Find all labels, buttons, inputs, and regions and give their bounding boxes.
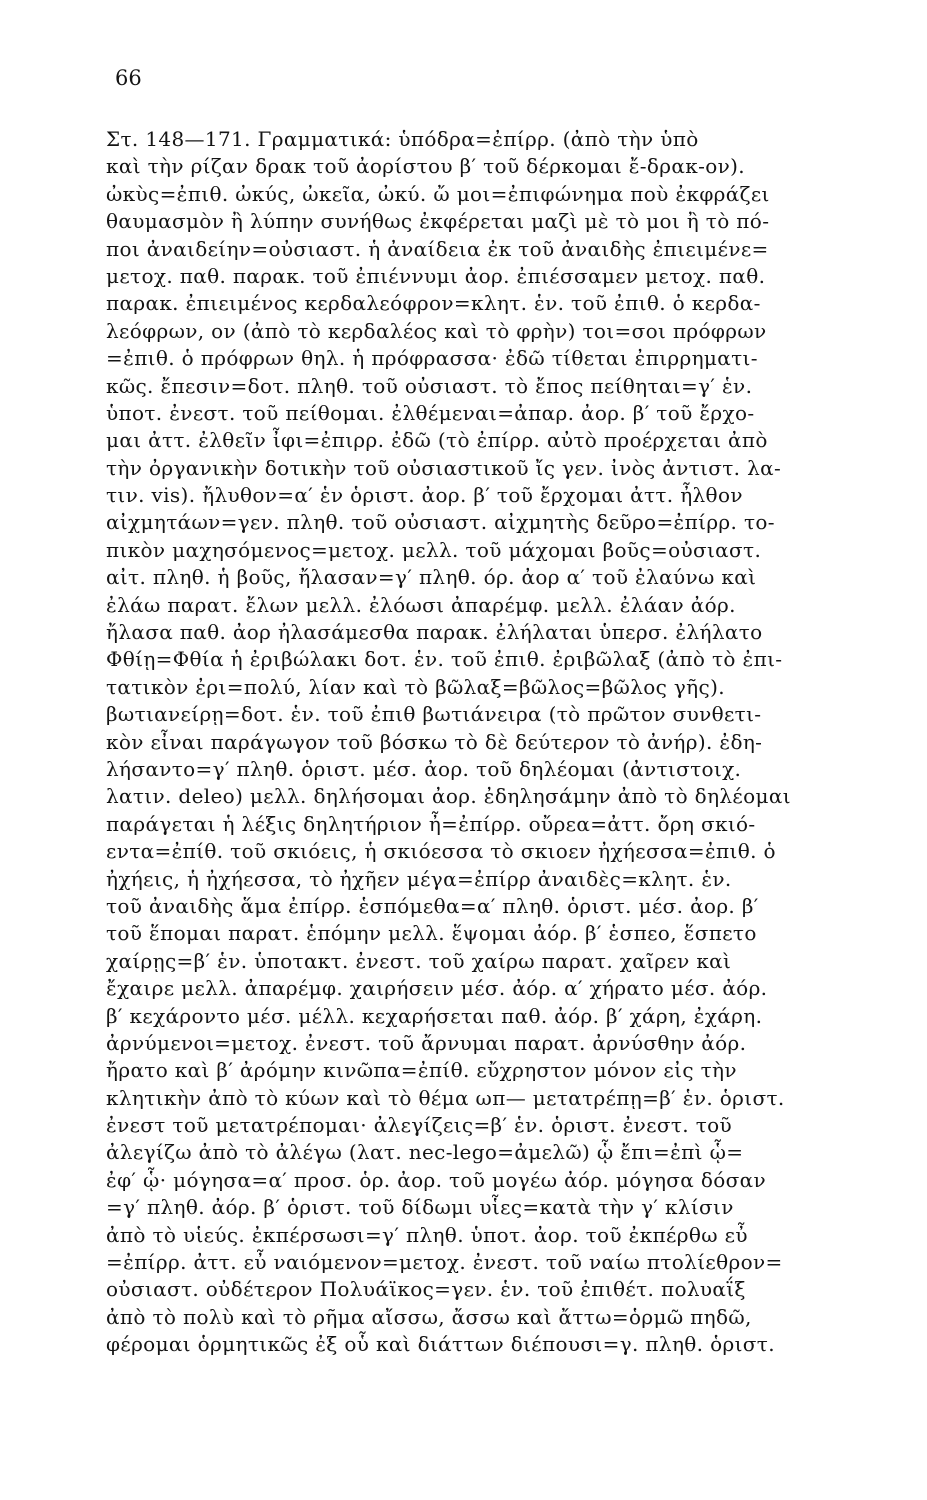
text-line: τιν. vis). ἤλυθον=α′ ἑν ὁριστ. ἀορ. β′ τοῦ ἔρχομαι ἀττ. ἦλθον bbox=[106, 483, 743, 508]
text-line: τατικὸν ἐρι=πολύ, λίαν καὶ τὸ βῶλαξ=βῶλος=βῶλος γῆς). bbox=[106, 674, 725, 699]
text-line: κὸν εἶναι παράγωγον τοῦ βόσκω τὸ δὲ δεύτερον τὸ ἀνήρ). ἐδη- bbox=[106, 729, 763, 754]
text-line: =γ′ πληθ. ἀόρ. β′ ὁριστ. τοῦ δίδωμι υἷες=κατὰ τὴν γ′ κλίσιν bbox=[106, 1195, 734, 1220]
text-line: ἠχήεις, ἡ ἠχήεσσα, τὸ ἠχῆεν μέγα=ἐπίρρ ἀναιδὲς=κλητ. ἑν. bbox=[106, 866, 732, 891]
text-line: ἐφ′ ᾧ· μόγησα=α′ προσ. ὁρ. ἀορ. τοῦ μογέω ἀόρ. μόγησα δόσαν bbox=[106, 1167, 766, 1192]
text-line: εντα=ἐπίθ. τοῦ σκιόεις, ἡ σκιόεσσα τὸ σκιοεν ἠχήεσσα=ἐπιθ. ὁ bbox=[106, 839, 776, 864]
text-line: τοῦ ἀναιδὴς ἅμα ἐπίρρ. ἑσπόμεθα=α′ πληθ. ὁριστ. μέσ. ἀορ. β′ bbox=[106, 893, 759, 918]
text-line: ἐνεστ τοῦ μετατρέπομαι· ἀλεγίζεις=β′ ἑν. ὁριστ. ἐνεστ. τοῦ bbox=[106, 1113, 733, 1138]
text-line: =ἐπιθ. ὁ πρόφρων θηλ. ἡ πρόφρασσα· ἐδῶ τίθεται ἐπιρρηματι- bbox=[106, 346, 758, 371]
text-line: μετοχ. παθ. παρακ. τοῦ ἐπιέννυμι ἀορ. ἐπιέσσαμεν μετοχ. παθ. bbox=[106, 263, 766, 288]
text-line: Στ. 148—171. Γραμματικά: ὑπόδρα=ἐπίρρ. (ἀπὸ τὴν ὑπὸ bbox=[106, 127, 699, 151]
text-line: θαυμασμὸν ἢ λύπην συνήθως ἐκφέρεται μαζὶ μὲ τὸ μοι ἢ τὸ πό- bbox=[106, 209, 770, 234]
text-line: ἤρατο καὶ β′ ἀρόμην κινῶπα=ἐπίθ. εὔχρηστον μόνον εἰς τὴν bbox=[106, 1058, 737, 1083]
text-line: κλητικὴν ἀπὸ τὸ κύων καὶ τὸ θέμα ωπ— μετατρέπῃ=β′ ἑν. ὁριστ. bbox=[106, 1085, 785, 1110]
commentary-text bbox=[106, 126, 906, 1359]
text-line: οὐσιαστ. οὐδέτερον Πολυάϊκος=γεν. ἑν. τοῦ ἐπιθέτ. πολυαΐξ bbox=[106, 1277, 746, 1302]
text-line: λήσαντο=γ′ πληθ. ὁριστ. μέσ. ἀορ. τοῦ δηλέομαι (ἀντιστοιχ. bbox=[106, 756, 742, 781]
text-line: ἀπὸ τὸ πολὺ καὶ τὸ ρῆμα αἴσσω, ἄσσω καὶ ἄττω=ὁρμῶ πηδῶ, bbox=[106, 1304, 752, 1329]
text-line: =ἐπίρρ. ἀττ. εὖ ναιόμενον=μετοχ. ἐνεστ. τοῦ ναίω πτολίεθρον= bbox=[106, 1250, 783, 1275]
text-line: αἰχμητάων=γεν. πληθ. τοῦ οὐσιαστ. αἰχμητὴς δεῦρο=ἐπίρρ. το- bbox=[106, 510, 775, 535]
text-line: μαι ἀττ. ἐλθεῖν ἶφι=ἐπιρρ. ἐδῶ (τὸ ἐπίρρ. αὐτὸ προέρχεται ἀπὸ bbox=[106, 428, 768, 453]
text-line: ἀρνύμενοι=μετοχ. ἐνεστ. τοῦ ἄρνυμαι παρατ. ἀρνύσθην ἀόρ. bbox=[106, 1030, 747, 1055]
page-number: 66 bbox=[115, 66, 142, 90]
text-line: ἐλάω παρατ. ἔλων μελλ. ἐλόωσι ἀπαρέμφ. μελλ. ἐλάαν ἀόρ. bbox=[106, 592, 736, 617]
text-line: παρακ. ἐπιειμένος κερδαλεόφρον=κλητ. ἑν. τοῦ ἐπιθ. ὁ κερδα- bbox=[106, 291, 761, 316]
text-line: χαίρῃς=β′ ἑν. ὑποτακτ. ἐνεστ. τοῦ χαίρω παρατ. χαῖρεν καὶ bbox=[106, 948, 732, 973]
text-line: καὶ τὴν ρίζαν δρακ τοῦ ἀορίστου β′ τοῦ δέρκομαι ἔ-δρακ-ον). bbox=[106, 154, 745, 179]
text-line: ποι ἀναιδείην=οὐσιαστ. ἡ ἀναίδεια ἐκ τοῦ ἀναιδὴς ἐπιειμένε= bbox=[106, 236, 769, 261]
text-line: β′ κεχάροντο μέσ. μέλλ. κεχαρήσεται παθ. ἀόρ. β′ χάρη, ἐχάρη. bbox=[106, 1003, 763, 1028]
text-line: τὴν ὀργανικὴν δοτικὴν τοῦ οὐσιαστικοῦ ἴς γεν. ἰνὸς ἀντιστ. λα- bbox=[106, 455, 782, 480]
text-line: αἰτ. πληθ. ἡ βοῦς, ἤλασαν=γ′ πληθ. όρ. ἀορ α′ τοῦ ἐλαύνω καὶ bbox=[106, 565, 757, 590]
text-line: παράγεται ἡ λέξις δηλητήριον ἦ=ἐπίρρ. οὔρεα=ἀττ. ὄρη σκιό- bbox=[106, 811, 756, 836]
text-line: ὠκὺς=ἐπιθ. ὠκύς, ὠκεῖα, ὠκύ. ὤ μοι=ἐπιφώνημα ποὺ ἐκφράζει bbox=[106, 181, 770, 206]
text-line: πικὸν μαχησόμενος=μετοχ. μελλ. τοῦ μάχομαι βοῦς=οὐσιαστ. bbox=[106, 537, 762, 562]
text-line: φέρομαι ὁρμητικῶς ἐξ οὗ καὶ διάττων διέπουσι=γ. πληθ. ὁριστ. bbox=[106, 1332, 775, 1357]
text-line: βωτιανείρῃ=δοτ. ἑν. τοῦ ἐπιθ βωτιάνειρα (τὸ πρῶτον συνθετι- bbox=[106, 702, 762, 727]
text-line: ἤλασα παθ. ἀορ ἠλασάμεσθα παρακ. ἐλήλαται ὑπερσ. ἐλήλατο bbox=[106, 620, 763, 645]
text-line: τοῦ ἕπομαι παρατ. ἑπόμην μελλ. ἕψομαι ἀόρ. β′ ἑσπεο, ἕσπετο bbox=[106, 921, 757, 946]
text-line: ἀπὸ τὸ υἱεύς. ἐκπέρσωσι=γ′ πληθ. ὑποτ. ἀορ. τοῦ ἐκπέρθω εὖ bbox=[106, 1222, 748, 1247]
text-line: λατιν. deleo) μελλ. δηλήσομαι ἀορ. ἐδηλησάμην ἀπὸ τὸ δηλέομαι bbox=[106, 784, 791, 809]
text-line: ἀλεγίζω ἀπὸ τὸ ἀλέγω (λατ. nec-lego=ἀμελῶ) ᾧ ἔπι=ἐπὶ ᾧ= bbox=[106, 1140, 744, 1165]
text-line: κῶς. ἔπεσιν=δοτ. πληθ. τοῦ οὐσιαστ. τὸ ἔπος πείθηται=γ′ ἑν. bbox=[106, 373, 753, 398]
text-line: ἔχαιρε μελλ. ἀπαρέμφ. χαιρήσειν μέσ. ἀόρ. α′ χήρατο μέσ. ἀόρ. bbox=[106, 976, 768, 1001]
text-line: ὑποτ. ἐνεστ. τοῦ πείθομαι. ἐλθέμεναι=ἀπαρ. ἀορ. β′ τοῦ ἔρχο- bbox=[106, 400, 755, 425]
text-line: λεόφρων, ον (ἀπὸ τὸ κερδαλέος καὶ τὸ φρὴν) τοι=σοι πρόφρων bbox=[106, 318, 767, 343]
text-line: Φθίῃ=Φθία ἡ ἐριβώλακι δοτ. ἑν. τοῦ ἐπιθ. ἐριβῶλαξ (ἀπὸ τὸ ἐπι- bbox=[106, 647, 783, 672]
